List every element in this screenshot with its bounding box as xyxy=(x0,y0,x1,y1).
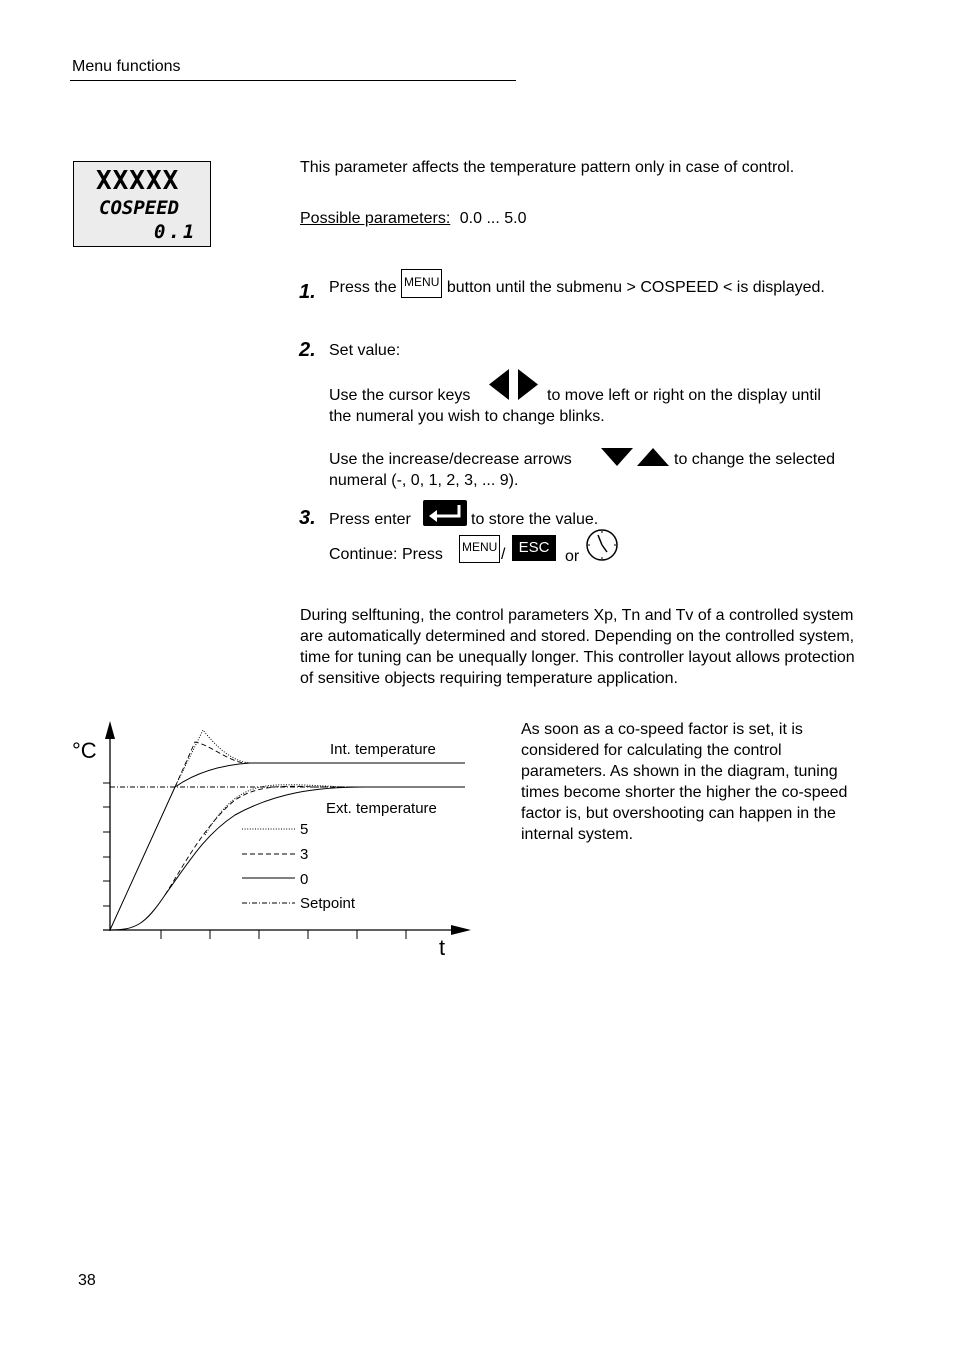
step-3-pre: Press enter xyxy=(329,511,411,528)
continue-or: or xyxy=(565,548,580,565)
step-2-number: 2. xyxy=(299,339,316,361)
y-axis-arrow xyxy=(105,721,115,739)
cospeed-explanation: As soon as a co-speed factor is set, it is considered for calculating the control parameters. As shown in the diagram, tuning times become shorter the higher the co-speed factor is, but overshooting can happen in the internal system. xyxy=(521,721,848,843)
step-1-pre: Press the xyxy=(329,279,397,296)
legend-label-0: 0 xyxy=(300,871,309,888)
step-3-number: 3. xyxy=(299,507,316,529)
ext-curve-5 xyxy=(205,785,345,835)
step-1-number: 1. xyxy=(299,281,316,303)
menu-key-icon-2: MENU xyxy=(459,535,500,563)
legend-label-setpoint: Setpoint xyxy=(300,895,356,912)
display-line-1: XXXXX xyxy=(96,166,180,196)
menu-key-icon: MENU xyxy=(401,269,442,298)
x-axis-arrow xyxy=(451,925,471,935)
continue-slash: / xyxy=(501,546,506,563)
legend-label-3: 3 xyxy=(300,846,309,863)
possible-parameters-label: Possible parameters: xyxy=(300,210,451,227)
y-axis-ticks xyxy=(103,783,110,906)
page-header-title: Menu functions xyxy=(72,58,181,75)
step-3-post: to store the value. xyxy=(471,511,599,528)
enter-key-icon xyxy=(423,500,467,526)
possible-parameters-value: 0.0 ... 5.0 xyxy=(459,210,527,227)
cospeed-diagram xyxy=(65,715,485,965)
continue-pre: Continue: Press xyxy=(329,546,443,563)
ext-temperature-label: Ext. temperature xyxy=(326,800,437,817)
step-2-label: Set value: xyxy=(329,342,401,359)
controller-display xyxy=(73,161,211,247)
display-line-3: 0.1 xyxy=(154,221,198,243)
arrows-pre: Use the increase/decrease arrows xyxy=(329,451,572,468)
arrows-post-1: to change the selected xyxy=(674,451,836,468)
clock-icon xyxy=(585,528,619,562)
page-number: 38 xyxy=(78,1272,96,1289)
cursor-keys-pre: Use the cursor keys xyxy=(329,387,471,404)
arrows-post-2: numeral (-, 0, 1, 2, 3, ... 9). xyxy=(329,472,519,489)
possible-parameters xyxy=(300,208,526,229)
int-temperature-label: Int. temperature xyxy=(330,741,436,758)
cursor-keys-post-1: to move left or right on the display until xyxy=(547,387,821,404)
down-up-arrows-icon xyxy=(600,446,672,468)
selftuning-text: During selftuning, the control parameters Xp, Tn and Tv of a controlled system are automatically determined and stored. Depending on the controlled system, time for tuning can be unequally longer. This controller layout allows protection of sensitive objects requiring temperature application. xyxy=(300,607,855,687)
display-line-2: COSPEED xyxy=(99,197,180,219)
intro-text: This parameter affects the temperature pattern only in case of control. xyxy=(300,159,795,176)
esc-key-icon: ESC xyxy=(512,535,556,561)
step-1-text xyxy=(329,269,829,298)
x-axis-ticks xyxy=(161,930,406,939)
int-curve-0 xyxy=(110,763,465,930)
y-axis-label: °C xyxy=(72,738,97,763)
int-curve-5 xyxy=(175,730,465,787)
x-axis-label: t xyxy=(439,935,446,960)
step-1-post: button until the submenu > COSPEED < is displayed. xyxy=(446,279,825,296)
cursor-left-right-icon xyxy=(488,368,540,402)
cursor-keys-post-2: the numeral you wish to change blinks. xyxy=(329,408,605,425)
legend-label-5: 5 xyxy=(300,821,309,838)
header-divider xyxy=(70,80,516,81)
